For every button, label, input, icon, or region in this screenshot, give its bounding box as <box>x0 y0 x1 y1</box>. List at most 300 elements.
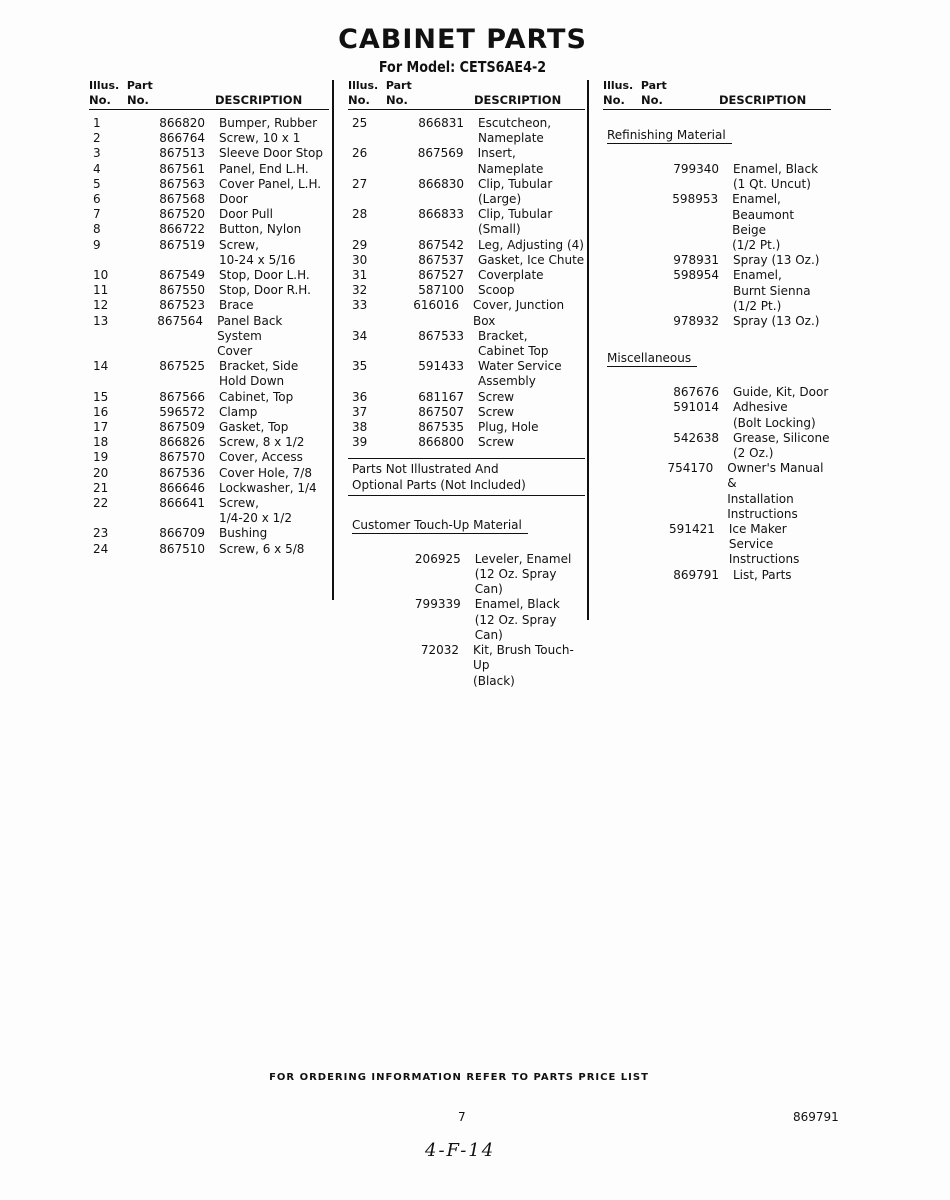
part-description <box>464 329 548 359</box>
part-number: 867550 <box>159 283 205 298</box>
table-row <box>89 526 329 541</box>
description-line: Cabinet, Top <box>219 389 294 404</box>
table-row <box>89 283 329 298</box>
table-row <box>348 268 585 283</box>
table-row <box>348 435 585 450</box>
description-line: (12 Oz. Spray Can) <box>474 612 557 642</box>
illus-number: 9 <box>93 237 101 252</box>
part-description <box>205 116 317 131</box>
table-row <box>348 116 585 146</box>
description-line: (1/2 Pt.) <box>732 238 781 253</box>
description-line: (1 Qt. Uncut) <box>733 177 811 192</box>
part-description <box>464 435 514 450</box>
table-row <box>603 522 831 568</box>
table-row <box>89 146 329 161</box>
part-description <box>205 131 300 146</box>
part-description <box>464 359 562 389</box>
description-line: Screw, 10 x 1 <box>219 131 301 146</box>
part-number: 867564 <box>157 313 204 328</box>
illus-number: 11 <box>93 283 109 298</box>
part-number: 867527 <box>418 268 464 283</box>
table-row <box>89 435 329 450</box>
part-number: 799340 <box>673 162 719 176</box>
part-description <box>205 420 288 435</box>
description-line: Guide, Kit, Door <box>733 385 829 400</box>
note-line: Parts Not Illustrated And <box>352 462 499 477</box>
table-row <box>603 431 831 461</box>
part-description <box>464 238 584 253</box>
description-line: Enamel, <box>732 192 781 207</box>
description-line: Nameplate <box>478 131 544 146</box>
part-description <box>205 222 301 237</box>
table-row <box>603 400 831 430</box>
part-description <box>205 481 317 496</box>
illus-number: 27 <box>352 176 368 191</box>
description-line: (Large) <box>478 192 522 207</box>
description-line: Screw, <box>219 237 259 252</box>
parts-column-1 <box>89 78 329 557</box>
part-number: 866764 <box>159 131 205 146</box>
table-row <box>89 420 329 435</box>
table-row <box>89 496 329 526</box>
part-number: 867525 <box>159 359 205 374</box>
table-row <box>89 192 329 207</box>
illus-number: 29 <box>352 237 368 252</box>
illus-number: 13 <box>93 313 109 328</box>
part-description <box>205 405 257 420</box>
part-number: 866826 <box>159 435 205 450</box>
description-line: Escutcheon, <box>478 116 552 130</box>
illus-number: 3 <box>93 146 101 161</box>
table-row <box>89 238 329 268</box>
part-description <box>464 146 585 176</box>
part-number: 867535 <box>418 420 464 435</box>
description-line: Cover, Junction Box <box>473 298 565 328</box>
part-number: 866800 <box>418 435 464 450</box>
description-line: Clip, Tubular <box>478 176 553 191</box>
part-description <box>205 450 303 465</box>
part-number: 867542 <box>418 237 464 252</box>
part-number: 867568 <box>159 192 205 207</box>
header-description: DESCRIPTION <box>719 93 807 107</box>
description-line: Clip, Tubular <box>478 207 553 222</box>
part-number: 867569 <box>417 146 464 161</box>
part-description <box>205 526 267 541</box>
table-row <box>348 552 585 598</box>
description-line: Stop, Door R.H. <box>219 283 311 298</box>
description-line: Screw <box>478 435 515 450</box>
part-number: 867676 <box>673 385 719 400</box>
description-line: Gasket, Top <box>219 420 289 435</box>
illus-number: 8 <box>93 222 101 237</box>
part-description <box>205 390 293 405</box>
illus-number <box>603 522 642 568</box>
description-line: Cover Panel, L.H. <box>219 176 322 191</box>
header-no: No. <box>89 93 111 107</box>
table-row <box>89 390 329 405</box>
illus-number: 31 <box>352 268 368 283</box>
description-line: Cover Hole, 7/8 <box>219 465 312 480</box>
illus-number: 23 <box>93 526 109 541</box>
description-line: Bracket, <box>478 328 528 343</box>
part-description <box>464 390 514 405</box>
section-heading: Customer Touch-Up Material <box>352 518 528 534</box>
table-row <box>348 177 585 207</box>
part-description <box>719 400 816 430</box>
part-description <box>205 359 298 389</box>
description-line: Scoop <box>478 283 515 298</box>
part-number: 542638 <box>673 430 719 445</box>
description-line: Clamp <box>219 404 258 419</box>
illus-number: 35 <box>352 359 368 374</box>
description-line: Stop, Door L.H. <box>219 268 310 283</box>
description-line: List, Parts <box>733 567 792 582</box>
part-number: 867520 <box>159 207 205 222</box>
column-header <box>348 93 585 110</box>
illus-number <box>603 314 643 329</box>
description-line: Cover, Access <box>219 450 303 465</box>
column-header <box>603 93 831 110</box>
illus-number: 18 <box>93 435 109 450</box>
description-line: Panel Back System <box>217 313 283 343</box>
section-heading-wrap <box>348 518 585 534</box>
part-description <box>715 522 831 568</box>
illus-number: 25 <box>352 116 368 130</box>
illus-number: 15 <box>93 389 109 404</box>
part-description <box>719 568 792 583</box>
table-row <box>348 253 585 268</box>
description-line: (12 Oz. Spray Can) <box>474 567 557 597</box>
part-number: 866709 <box>159 526 205 541</box>
table-row <box>89 466 329 481</box>
description-line: Cover <box>217 344 253 359</box>
description-line: Ice Maker Service <box>728 522 787 552</box>
description-line: Owner's Manual & <box>727 461 824 491</box>
part-description <box>719 268 811 314</box>
part-number: 869791 <box>673 567 719 582</box>
table-row <box>603 268 831 314</box>
parts-table <box>603 385 831 583</box>
model-subtitle: For Model: CETS6AE4-2 <box>378 58 547 76</box>
description-line: Lockwasher, 1/4 <box>219 480 317 495</box>
description-line: Beaumont Beige <box>732 207 795 237</box>
illus-number: 32 <box>352 283 368 298</box>
parts-table <box>89 116 329 557</box>
illus-number <box>348 597 387 643</box>
illus-number <box>603 385 643 400</box>
description-line: Panel, End L.H. <box>219 161 309 176</box>
part-description <box>718 192 831 253</box>
description-line: Brace <box>219 298 254 313</box>
description-line: Adhesive <box>733 400 788 415</box>
table-row <box>348 390 585 405</box>
part-number: 591433 <box>418 359 464 374</box>
part-description <box>464 405 514 420</box>
description-line: Enamel, <box>733 268 782 283</box>
illus-number <box>603 568 643 583</box>
part-description <box>719 385 828 400</box>
note-line: Optional Parts (Not Included) <box>352 477 526 492</box>
part-description <box>205 268 310 283</box>
illus-number: 6 <box>93 192 101 207</box>
table-row <box>348 283 585 298</box>
part-number: 866722 <box>159 222 205 237</box>
description-line: Bumper, Rubber <box>219 116 318 130</box>
column-header-illus-part: Illus. Part <box>603 79 667 92</box>
part-description <box>205 496 292 526</box>
parts-column-3 <box>603 78 831 583</box>
part-number: 867549 <box>159 268 205 283</box>
description-line: (Black) <box>473 673 515 688</box>
illus-number: 12 <box>93 298 109 313</box>
table-row <box>348 298 585 328</box>
part-description <box>459 643 585 689</box>
part-number: 72032 <box>420 643 460 658</box>
part-description <box>719 162 818 192</box>
document-number: 869791 <box>793 1110 839 1124</box>
illus-number: 17 <box>93 420 109 435</box>
part-number: 591014 <box>673 400 719 415</box>
parts-table <box>348 552 585 689</box>
header-no: No. <box>348 93 370 107</box>
part-description <box>205 162 309 177</box>
illus-number: 7 <box>93 207 101 222</box>
description-line: Spray (13 Oz.) <box>733 314 820 329</box>
part-description <box>719 253 819 268</box>
part-number: 596572 <box>159 404 205 419</box>
illus-number: 38 <box>352 420 368 435</box>
description-line: Water Service <box>478 359 562 374</box>
section-heading-wrap <box>603 128 831 144</box>
part-description <box>205 207 273 222</box>
description-line: Kit, Brush Touch-Up <box>473 643 574 673</box>
description-line: 1/4-20 x 1/2 <box>219 511 292 526</box>
part-number: 598954 <box>673 268 719 283</box>
illus-number: 34 <box>352 328 368 343</box>
part-number: 206925 <box>414 551 461 566</box>
column-header-illus-part: Illus. Part <box>348 79 412 92</box>
illus-number <box>603 400 643 430</box>
table-row <box>89 405 329 420</box>
illus-number: 20 <box>93 465 109 480</box>
illus-number: 5 <box>93 176 101 191</box>
part-number: 866641 <box>159 496 205 511</box>
description-line: Button, Nylon <box>219 222 302 237</box>
part-number: 866831 <box>418 116 464 130</box>
part-number: 867533 <box>418 328 464 343</box>
description-line: Cabinet Top <box>478 344 549 359</box>
part-number: 866646 <box>159 480 205 495</box>
description-line: Leg, Adjusting (4) <box>478 237 584 252</box>
description-line: Instructions <box>727 506 798 521</box>
part-description <box>713 461 831 522</box>
table-row <box>89 177 329 192</box>
description-line: Screw <box>478 389 515 404</box>
part-description <box>205 192 248 207</box>
description-line: (2 Oz.) <box>733 446 774 461</box>
part-number: 867570 <box>159 450 205 465</box>
illus-number <box>348 643 386 689</box>
table-row <box>89 162 329 177</box>
illus-number: 4 <box>93 161 101 176</box>
ordering-info-footer: FOR ORDERING INFORMATION REFER TO PARTS PRICE LIST <box>269 1072 649 1083</box>
column-divider <box>587 80 589 620</box>
table-row <box>603 461 831 522</box>
section-heading-wrap <box>603 351 831 367</box>
section-heading: Miscellaneous <box>607 351 697 367</box>
part-number: 867566 <box>159 389 205 404</box>
table-row <box>89 542 329 557</box>
table-row <box>348 146 585 176</box>
part-description <box>719 431 830 461</box>
description-line: Sleeve Door Stop <box>219 146 323 161</box>
part-number: 867523 <box>159 298 205 313</box>
part-number: 867509 <box>159 420 205 435</box>
illus-number: 24 <box>93 541 109 556</box>
part-number: 591421 <box>669 522 715 537</box>
part-number: 867510 <box>159 541 205 556</box>
table-row <box>348 329 585 359</box>
description-line: Hold Down <box>219 374 285 389</box>
part-number: 867561 <box>159 161 205 176</box>
parts-column-2 <box>348 78 585 689</box>
description-line: Installation <box>727 491 794 506</box>
table-row <box>89 222 329 237</box>
illus-number: 2 <box>93 131 101 146</box>
part-description <box>205 283 311 298</box>
parts-table <box>603 162 831 329</box>
description-line: Screw, <box>219 496 259 511</box>
part-description <box>464 177 552 207</box>
part-number: 866833 <box>418 207 464 222</box>
description-line: Enamel, Black <box>733 162 819 176</box>
table-row <box>348 207 585 237</box>
table-row <box>603 162 831 192</box>
table-row <box>89 481 329 496</box>
table-row <box>603 568 831 583</box>
illus-number: 14 <box>93 359 109 374</box>
description-line: Spray (13 Oz.) <box>733 253 820 268</box>
description-line: (Small) <box>478 222 521 237</box>
table-row <box>348 359 585 389</box>
table-row <box>348 643 585 689</box>
illus-number <box>603 253 643 268</box>
illus-number: 16 <box>93 404 109 419</box>
description-line: Screw <box>478 404 515 419</box>
part-number: 978931 <box>673 253 719 268</box>
description-line: Insert, Nameplate <box>477 146 544 176</box>
table-row <box>89 131 329 146</box>
illus-number: 36 <box>352 389 368 404</box>
part-description <box>464 116 551 146</box>
header-description: DESCRIPTION <box>474 93 562 107</box>
part-description <box>464 268 544 283</box>
description-line: Bracket, Side <box>219 359 299 374</box>
description-line: (Bolt Locking) <box>733 415 816 430</box>
part-description <box>205 466 312 481</box>
table-row <box>89 116 329 131</box>
illus-number: 19 <box>93 450 109 465</box>
description-line: Grease, Silicone <box>733 430 830 445</box>
part-number: 587100 <box>418 283 464 298</box>
part-number: 867519 <box>159 237 205 252</box>
table-row <box>89 268 329 283</box>
part-description <box>205 177 321 192</box>
column-header <box>89 93 329 110</box>
part-number: 866830 <box>418 176 464 191</box>
part-description <box>459 298 585 328</box>
part-description <box>205 542 304 557</box>
part-description <box>203 314 329 360</box>
header-part: No. <box>641 93 663 107</box>
illus-number <box>603 162 643 192</box>
part-number: 978932 <box>673 314 719 329</box>
illus-number: 21 <box>93 480 109 495</box>
description-line: Door <box>219 192 248 207</box>
column-divider <box>332 80 334 600</box>
part-number: 616016 <box>413 298 459 313</box>
part-description <box>461 552 585 598</box>
illus-number: 39 <box>352 435 368 450</box>
part-number: 867563 <box>159 176 205 191</box>
illus-number <box>603 461 641 522</box>
illus-number: 10 <box>93 268 109 283</box>
illus-number <box>603 192 643 253</box>
description-line: (1/2 Pt.) <box>733 298 782 313</box>
table-row <box>603 192 831 253</box>
part-number: 867507 <box>418 404 464 419</box>
section-note <box>348 458 585 495</box>
part-description <box>205 238 296 268</box>
part-description <box>205 298 254 313</box>
part-number: 681167 <box>418 389 464 404</box>
table-row <box>89 450 329 465</box>
part-description <box>205 146 323 161</box>
description-line: Assembly <box>478 374 536 389</box>
illus-number: 33 <box>352 298 368 313</box>
header-description: DESCRIPTION <box>215 93 303 107</box>
part-number: 866820 <box>159 116 205 130</box>
header-part: No. <box>386 93 408 107</box>
illus-number <box>603 431 643 461</box>
description-line: Leveler, Enamel <box>474 551 572 566</box>
table-row <box>348 238 585 253</box>
part-description <box>464 253 584 268</box>
table-row <box>603 253 831 268</box>
parts-table <box>348 116 585 450</box>
part-description <box>464 283 515 298</box>
part-number: 867537 <box>418 252 464 267</box>
table-row <box>89 207 329 222</box>
illus-number: 30 <box>352 252 368 267</box>
illus-number: 1 <box>93 116 101 130</box>
part-number: 867536 <box>159 465 205 480</box>
description-line: Coverplate <box>478 268 544 283</box>
description-line: Screw, 6 x 5/8 <box>219 541 305 556</box>
part-description <box>205 435 304 450</box>
header-no: No. <box>603 93 625 107</box>
table-row <box>348 405 585 420</box>
description-line: Bushing <box>219 526 268 541</box>
part-number: 754170 <box>667 461 714 476</box>
table-row <box>348 420 585 435</box>
column-header-illus-part: Illus. Part <box>89 79 153 92</box>
description-line: Screw, 8 x 1/2 <box>219 435 305 450</box>
part-description <box>719 314 819 329</box>
table-row <box>89 359 329 389</box>
description-line: Instructions <box>728 552 800 567</box>
part-description <box>461 597 585 643</box>
